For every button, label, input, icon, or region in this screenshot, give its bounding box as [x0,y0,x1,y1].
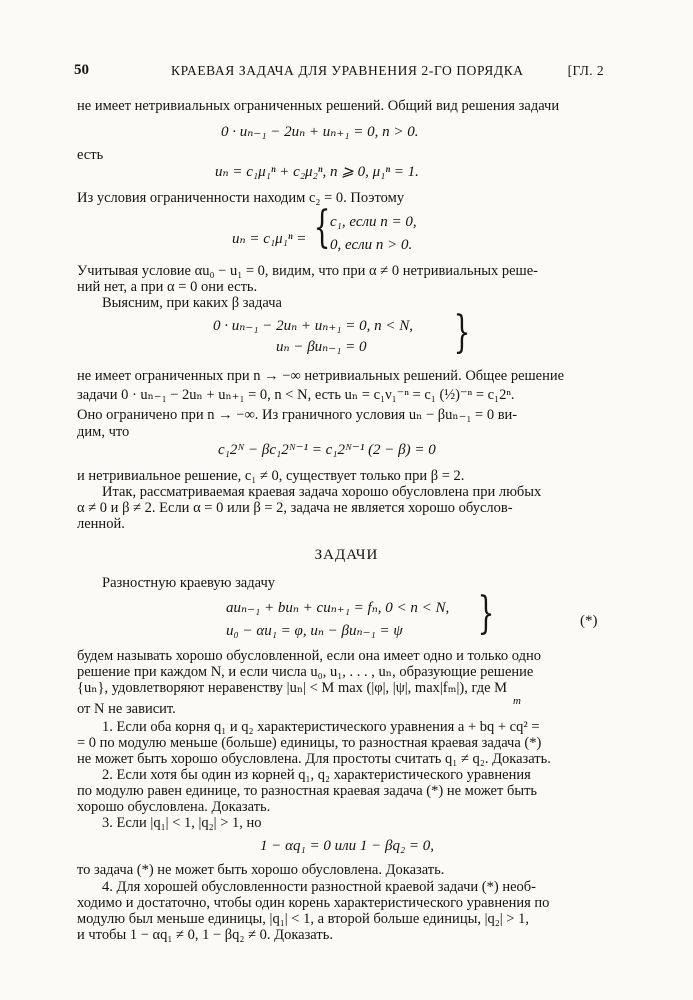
text-line: и нетривиальное решение, c₁ ≠ 0, существует только при β = 2. [77,468,465,484]
text-line: дим, что [77,424,130,440]
equation: auₙ₋₁ + buₙ + cuₙ₊₁ = fₙ, 0 < n < N, [226,600,450,616]
equation: 0 · uₙ₋₁ − 2uₙ + uₙ₊₁ = 0, n > 0. [221,124,419,140]
left-brace: { [313,202,331,253]
running-header [74,62,604,80]
text-line: то задача (*) не может быть хорошо обусловлена. Доказать. [77,862,445,878]
equation-tag: (*) [580,613,598,629]
equation-lhs: uₙ = c₁μ₁ⁿ = [232,231,307,247]
text-line: хорошо обусловлена. Доказать. [77,799,271,815]
chapter-label: [ГЛ. 2 [567,63,604,78]
text-line: ходимо и достаточно, чтобы один корень характеристического уравнения по [77,895,550,911]
equation-case: 0, если n > 0. [330,237,413,253]
text-line: не может быть хорошо обусловлена. Для простоты считать q₁ ≠ q₂. Доказать. [77,751,551,767]
section-heading: ЗАДАЧИ [314,547,379,563]
equation: uₙ − βuₙ₋₁ = 0 [276,339,367,355]
text-line: будем называть хорошо обусловленной, если она имеет одно и только одно [77,648,541,664]
text-line: есть [77,147,104,163]
text-line: = 0 по модулю меньше (больше) единицы, то разностная краевая задача (*) [77,735,542,751]
text-line: Оно ограничено при n → −∞. Из граничного условия uₙ − βuₙ₋₁ = 0 ви- [77,407,518,423]
text-line: Учитывая условие αu₀ − u₁ = 0, видим, что при α ≠ 0 нетривиальных реше- [77,263,538,279]
equation-case: c₁, если n = 0, [330,214,417,230]
equation: uₙ = c₁μ₁ⁿ + c₂μ₂ⁿ, n ⩾ 0, μ₁ⁿ = 1. [215,164,419,180]
text-line: Итак, рассматриваемая краевая задача хорошо обусловлена при любых [102,484,542,500]
text-line: {uₙ}, удовлетворяют неравенству |uₙ| < M max (|φ|, |ψ|, max|fₘ|), где M [77,680,508,696]
text-line: Разностную краевую задачу [102,575,276,591]
problem-3: 3. Если |q₁| < 1, |q₂| > 1, но [102,815,262,831]
text-line: α ≠ 0 и β ≠ 2. Если α = 0 или β = 2, задача не является хорошо обуслов- [77,500,513,516]
problem-1: 1. Если оба корня q₁ и q₂ характеристического уравнения a + bq + cq² = [102,719,540,735]
text-line: по модулю равен единице, то разностная краевая задача (*) не может быть [77,783,538,799]
text-line: Выясним, при каких β задача [102,295,282,311]
text-line: ленной. [77,516,125,532]
text-line: не имеет нетривиальных ограниченных решений. Общий вид решения задачи [77,98,560,114]
equation: c₁2ᴺ − βc₁2ᴺ⁻¹ = c₁2ᴺ⁻¹ (2 − β) = 0 [218,442,436,458]
equation: 0 · uₙ₋₁ − 2uₙ + uₙ₊₁ = 0, n < N, [213,318,413,334]
equation: 1 − αq₁ = 0 или 1 − βq₂ = 0, [260,838,435,854]
text-line: и чтобы 1 − αq₁ ≠ 0, 1 − βq₂ ≠ 0. Доказать. [77,927,333,943]
text-line: от N не зависит. [77,701,176,717]
problem-2: 2. Если хотя бы один из корней q₁, q₂ характеристического уравнения [102,767,531,783]
text-line: модулю был меньше единицы, |q₁| < 1, а второй больше единицы, |q₂| > 1, [77,911,529,927]
subscript: m [513,695,521,707]
text-line: не имеет ограниченных при n → −∞ нетривиальных решений. Общее решение [77,368,565,384]
right-brace: } [453,307,471,358]
equation: u₀ − αu₁ = φ, uₙ − βuₙ₋₁ = ψ [226,623,403,639]
text-line: задачи 0 · uₙ₋₁ − 2uₙ + uₙ₊₁ = 0, n < N, есть uₙ = c₁ν₁⁻ⁿ = c₁ (½)⁻ⁿ = c₁2ⁿ. [77,387,515,403]
right-brace: } [477,588,495,639]
page-number: 50 [74,62,89,78]
text-line: ний нет, а при α = 0 они есть. [77,279,258,295]
problem-4: 4. Для хорошей обусловленности разностной краевой задачи (*) необ- [102,879,536,895]
running-title: КРАЕВАЯ ЗАДАЧА ДЛЯ УРАВНЕНИЯ 2-ГО ПОРЯДКА [171,63,524,78]
text-line: решение при каждом N, и если числа u₀, u₁, . . . , uₙ, образующие решение [77,664,534,680]
text-line: Из условия ограниченности находим c₂ = 0. Поэтому [77,190,405,206]
